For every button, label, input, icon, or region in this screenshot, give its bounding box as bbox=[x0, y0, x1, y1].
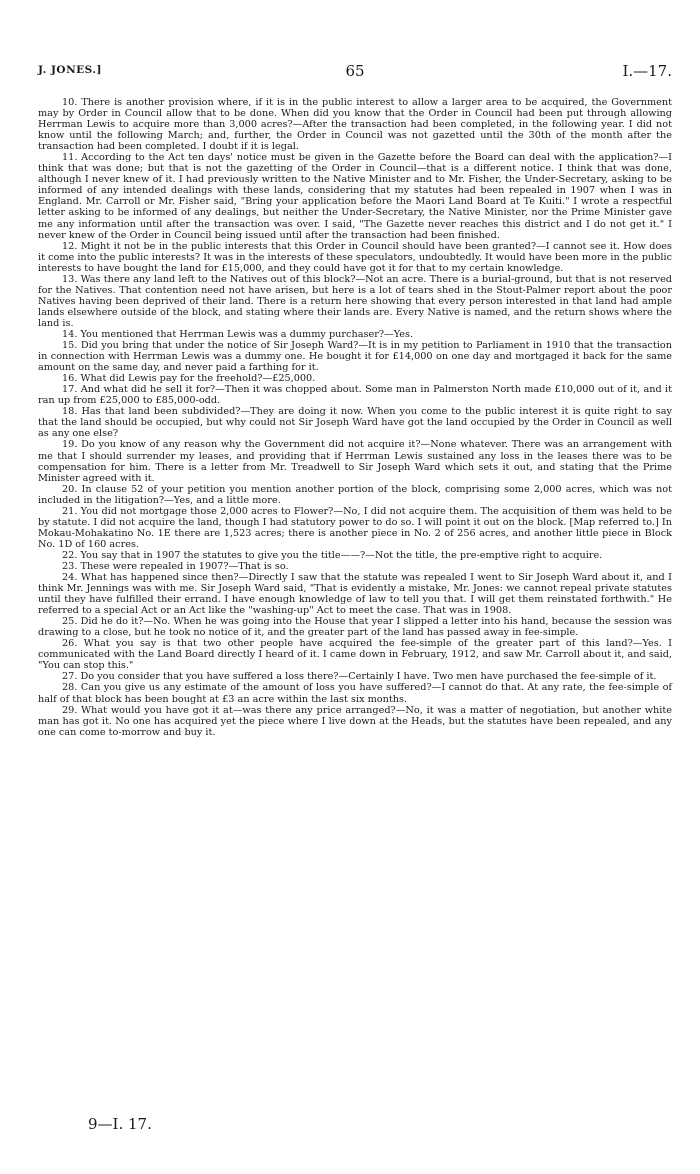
question-10: 10. There is another provision where, if it is in the public interest to allow a larger area to be acquired, the Government may by Order in Council allow that to be done. When did you know that the Order in Council had been put through allowing Herrman Lewis to acquire more than 3,000 acres?—After the transaction had been completed, in the following year. I did not know until the following March; and, further, the Order in Council was not gazetted until the 30th of the month after the transaction had been completed. I doubt if it is legal. bbox=[38, 97, 672, 153]
page-number: 65 bbox=[345, 62, 365, 80]
question-13: 13. Was there any land left to the Natives out of this block?—Not an acre. There is a burial-ground, but that is not reserved for the Natives. That contention need not have arisen, but here is a lot of tears shed in the Stout-Palmer report about the poor Natives having been deprived of their land. There is a return here showing that every person interested in that land had ample lands elsewhere outside of the block, and stating where their lands are. Every Native is named, and the return shows where the land is. bbox=[38, 273, 672, 329]
question-26: 26. What you say is that two other people have acquired the fee-simple of the greater part of this land?—Yes. I communicated with the Land Board directly I heard of it. I came down in February, 1912, and saw Mr. Carroll about it, and said, "You can stop this." bbox=[38, 638, 672, 672]
question-27: 27. Do you consider that you have suffered a loss there?—Certainly I have. Two men have purchased the fee-simple of it. bbox=[62, 671, 657, 683]
testimony-body bbox=[38, 97, 672, 738]
question-21: 21. You did not mortgage those 2,000 acres to Flower?—No, I did not acquire them. The acquisition of them was held to be by statute. I did not acquire the land, though I had statutory power to do so. I will point it out on the block. [Map referred to.] In Mokau-Mohakatino No. 1E there are 1,523 acres; there is another piece in No. 2 of 256 acres, and another little piece in Block No. 1D of 160 acres. bbox=[38, 505, 672, 550]
document-reference: I.—17. bbox=[622, 62, 672, 80]
question-17: 17. And what did he sell it for?—Then it was chopped about. Some man in Palmerston North made £10,000 out of it, and it ran up from £25,000 to £85,000-odd. bbox=[38, 384, 672, 407]
question-25: 25. Did he do it?—No. When he was going into the House that year I slipped a letter into his hand, because the session was drawing to a close, but he took no notice of it, and the greater part of the land has passed away in fee-simple. bbox=[38, 616, 672, 639]
question-24: 24. What has happened since then?—Directly I saw that the statute was repealed I went to Sir Joseph Ward about it, and I think Mr. Jennings was with me. Sir Joseph Ward said, "That is evidently a mistake, Mr. Jones: we cannot repeal private statutes until they have fulfilled their errand. I have enough knowledge of law to tell you that. I will get them reinstated forthwith." He referred to a special Act or an Act like the "washing-up" Act to meet the case. That was in 1908. bbox=[38, 572, 672, 617]
question-20: 20. In clause 52 of your petition you mention another portion of the block, comprising some 2,000 acres, which was not included in the litigation?—Yes, and a little more. bbox=[38, 483, 672, 506]
question-15: 15. Did you bring that under the notice of Sir Joseph Ward?—It is in my petition to Parliament in 1910 that the transaction in connection with Herrman Lewis was a dummy one. He bought it for £14,000 on one day and mortgaged it back for the same amount on the same day, and never paid a farthing for it. bbox=[38, 340, 672, 374]
question-14: 14. You mentioned that Herrman Lewis was a dummy purchaser?—Yes. bbox=[62, 328, 414, 340]
page-header bbox=[38, 62, 672, 82]
question-18: 18. Has that land been subdivided?—They are doing it now. When you come to the public interest it is quite right to say that the land should be occupied, but why could not Sir Joseph Ward have got the land occupied by the Order in Council as well as any one else? bbox=[38, 406, 672, 440]
question-29: 29. What would you have got it at—was there any price arranged?—No, it was a matter of negotiation, but another white man has got it. No one has acquired yet the piece where I live down at the Heads, but the statutes have been repealed, and any one can come to-morrow and buy it. bbox=[38, 704, 672, 738]
question-23: 23. These were repealed in 1907?—That is so. bbox=[62, 560, 289, 572]
running-head-witness: J. JONES.] bbox=[38, 64, 103, 76]
question-19: 19. Do you know of any reason why the Government did not acquire it?—None whatever. There was an arrangement with me that I should surrender my leases, and providing that if Herrman Lewis sustained any loss in the leases there was to be compensation for him. There is a letter from Mr. Treadwell to Sir Joseph Ward which sets it out, and stating that the Prime Minister agreed with it. bbox=[38, 439, 672, 484]
question-16: 16. What did Lewis pay for the freehold?—£25,000. bbox=[62, 373, 316, 385]
question-22: 22. You say that in 1907 the statutes to give you the title——?—Not the title, the pre-emptive right to acquire. bbox=[62, 549, 603, 561]
question-11: 11. According to the Act ten days' notice must be given in the Gazette before the Board can deal with the application?—I think that was done; but that is not the gazetting of the Order in Council—that is a different notice. I think that was done, although I never knew of it. I had previously written to the Native Minister and to Mr. Fisher, the Under-Secretary, asking to be informed of any intended dealings with these lands, considering that my statutes had been repealed in 1907 when I was in England. Mr. Carroll or Mr. Fisher said, "Bring your application before the Maori Land Board at Te Kuiti." I wrote a respectful letter asking to be informed of any dealings, but neither the Under-Secretary, the Native Minister, nor the Prime Minister gave me any information until after the transaction was over. I said, "The Gazette never reaches this district and I do not get it." I never knew of the Order in Council being issued until after the transaction had been finished. bbox=[38, 152, 672, 241]
question-28: 28. Can you give us any estimate of the amount of loss you have suffered?—I cannot do that. At any rate, the fee-simple of half of that block has been bought at £3 an acre within the last six months. bbox=[38, 682, 672, 705]
question-12: 12. Might it not be in the public interests that this Order in Council should have been granted?—I cannot see it. How does it come into the public interests? It was in the interests of these speculators, undoubtedly. It would have been more in the public interests to have bought the land for £15,000, and they could have got it for that to my certain knowledge. bbox=[38, 240, 672, 274]
printer-signature: 9—I. 17. bbox=[88, 1115, 152, 1133]
